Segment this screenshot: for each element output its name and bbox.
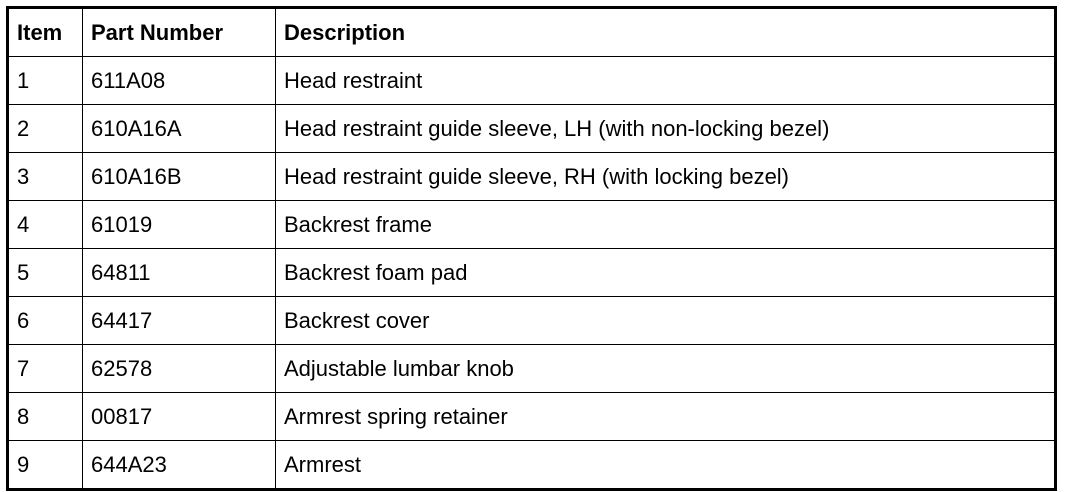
header-row xyxy=(8,8,1056,57)
description-cell: Head restraint xyxy=(276,57,1056,105)
table-row xyxy=(8,201,1056,249)
part-number-cell: 611A08 xyxy=(83,57,276,105)
table-row xyxy=(8,57,1056,105)
header-item: Item xyxy=(8,8,83,57)
description-cell: Armrest spring retainer xyxy=(276,393,1056,441)
item-cell: 7 xyxy=(8,345,83,393)
table-row xyxy=(8,393,1056,441)
description-cell: Backrest cover xyxy=(276,297,1056,345)
item-cell: 3 xyxy=(8,153,83,201)
item-cell: 9 xyxy=(8,441,83,490)
part-number-cell: 61019 xyxy=(83,201,276,249)
table-row xyxy=(8,249,1056,297)
table-body xyxy=(8,57,1056,490)
table-row xyxy=(8,105,1056,153)
part-number-cell: 644A23 xyxy=(83,441,276,490)
part-number-cell: 64417 xyxy=(83,297,276,345)
table-row xyxy=(8,153,1056,201)
table-row xyxy=(8,441,1056,490)
header-description: Description xyxy=(276,8,1056,57)
parts-table xyxy=(6,6,1057,491)
table-header xyxy=(8,8,1056,57)
description-cell: Backrest foam pad xyxy=(276,249,1056,297)
description-cell: Head restraint guide sleeve, LH (with non-locking bezel) xyxy=(276,105,1056,153)
part-number-cell: 610A16A xyxy=(83,105,276,153)
item-cell: 4 xyxy=(8,201,83,249)
header-part-number: Part Number xyxy=(83,8,276,57)
description-cell: Backrest frame xyxy=(276,201,1056,249)
part-number-cell: 64811 xyxy=(83,249,276,297)
item-cell: 1 xyxy=(8,57,83,105)
description-cell: Head restraint guide sleeve, RH (with locking bezel) xyxy=(276,153,1056,201)
table-row xyxy=(8,297,1056,345)
item-cell: 2 xyxy=(8,105,83,153)
item-cell: 6 xyxy=(8,297,83,345)
table-row xyxy=(8,345,1056,393)
part-number-cell: 610A16B xyxy=(83,153,276,201)
part-number-cell: 00817 xyxy=(83,393,276,441)
item-cell: 5 xyxy=(8,249,83,297)
item-cell: 8 xyxy=(8,393,83,441)
description-cell: Adjustable lumbar knob xyxy=(276,345,1056,393)
part-number-cell: 62578 xyxy=(83,345,276,393)
description-cell: Armrest xyxy=(276,441,1056,490)
